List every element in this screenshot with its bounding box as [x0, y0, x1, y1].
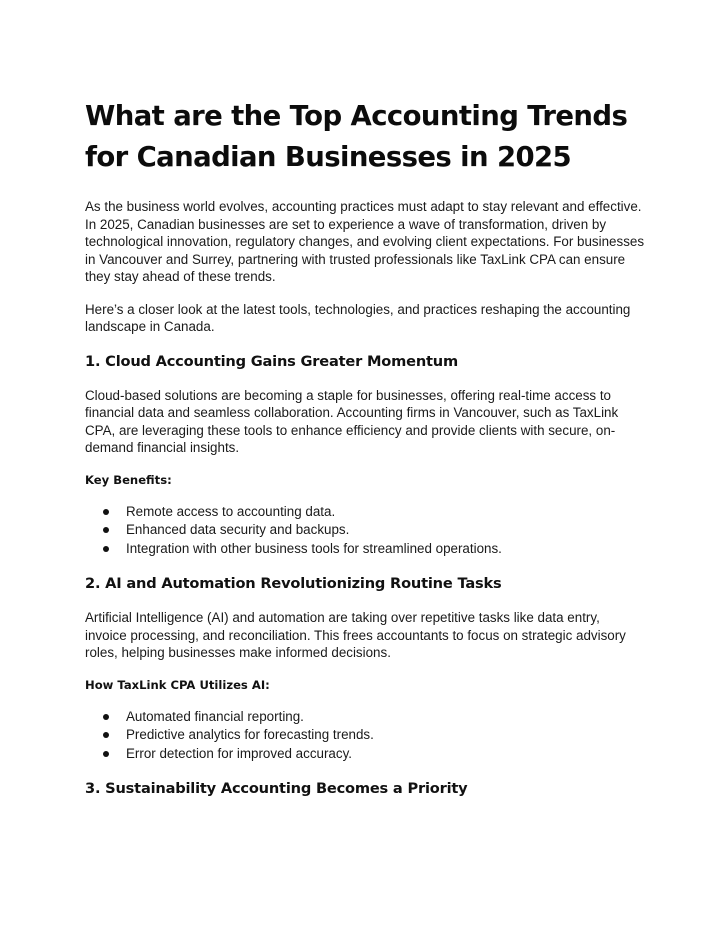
- section-paragraph: Artificial Intelligence (AI) and automation are taking over repetitive tasks like data entry, invoice processing, and reconciliation. This frees accountants to focus on strategic advisory roles, helping businesses make informed decisions.: [85, 610, 626, 660]
- bullet-list: [85, 503, 645, 559]
- bullet-icon: [103, 509, 109, 515]
- list-item-text: Predictive analytics for forecasting trends.: [126, 727, 374, 742]
- section-paragraph: Cloud-based solutions are becoming a staple for businesses, offering real-time access to financial data and seamless collaboration. Accounting firms in Vancouver, such as TaxLink CPA, are leveraging these tools to enhance efficiency and provide clients with secure, on-demand financial insights.: [85, 387, 619, 455]
- bullet-list: [85, 708, 645, 764]
- list-item: [85, 726, 645, 745]
- list-item: [85, 745, 645, 764]
- list-item-text: Enhanced data security and backups.: [126, 522, 350, 537]
- list-item: [85, 708, 645, 727]
- list-item: [85, 503, 645, 522]
- page-title: What are the Top Accounting Trends for Canadian Businesses in 2025: [85, 100, 628, 173]
- section-heading-ai-automation: 2. AI and Automation Revolutionizing Routine Tasks: [85, 575, 502, 592]
- bullet-icon: [103, 714, 109, 720]
- bullet-icon: [103, 546, 109, 552]
- document-page: [85, 96, 645, 799]
- list-item-text: Integration with other business tools for streamlined operations.: [126, 540, 502, 556]
- list-item: [85, 521, 645, 540]
- intro-paragraph: Here’s a closer look at the latest tools, technologies, and practices reshaping the accounting landscape in Canada.: [85, 301, 631, 334]
- list-item-text: Remote access to accounting data.: [126, 503, 336, 519]
- list-item-text: Error detection for improved accuracy.: [126, 745, 352, 761]
- section-subheading-ai-usage: How TaxLink CPA Utilizes AI:: [85, 677, 270, 692]
- intro-paragraph: As the business world evolves, accounting practices must adapt to stay relevant and effective. In 2025, Canadian businesses are set to experience a wave of transformation, driven by technological innovation, regulatory changes, and evolving client expectations. For businesses in Vancouver and Surrey, partnering with trusted professionals like TaxLink CPA can ensure they stay ahead of these trends.: [85, 199, 645, 284]
- bullet-icon: [103, 751, 109, 757]
- section-heading-cloud-accounting: 1. Cloud Accounting Gains Greater Momentum: [85, 352, 459, 370]
- bullet-icon: [103, 732, 109, 738]
- bullet-icon: [103, 527, 109, 533]
- section-subheading-key-benefits: Key Benefits:: [85, 472, 172, 487]
- list-item: [85, 540, 645, 559]
- list-item-text: Automated financial reporting.: [126, 708, 304, 724]
- section-heading-sustainability: 3. Sustainability Accounting Becomes a Priority: [85, 780, 468, 797]
